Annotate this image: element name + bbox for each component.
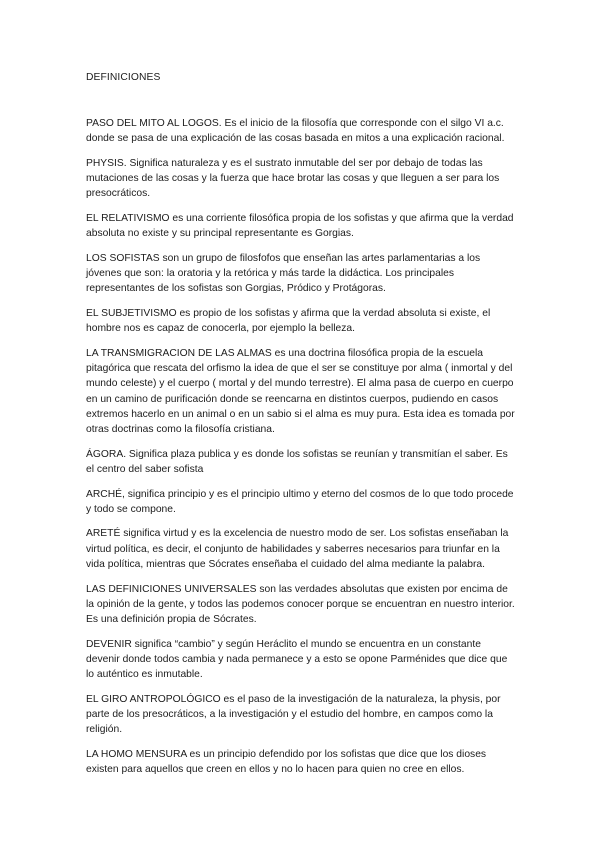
definition-homo-mensura: LA HOMO MENSURA es un principio defendido por los sofistas que dice que los dioses existen para aquellos que creen en ellos y no lo hacen para quien no cree en ellos.: [86, 748, 487, 776]
definition-sofistas: LOS SOFISTAS son un grupo de filosfofos que enseñan las artes parlamentarias a los jóvenes que son: la oratoria y la retórica y más tarde la didáctica. Los principales representantes de los sofistas son Gorgias, Pródico y Protágoras.: [86, 252, 481, 295]
document-title: DEFINICIONES: [86, 72, 161, 83]
definition-physis: PHYSIS. Significa naturaleza y es el sustrato inmutable del ser por debajo de todas las mutaciones de las cosas y la fuerza que hace brotar las cosas y que lleguen a ser para los presocráticos.: [86, 157, 500, 200]
definition-transmigracion-almas: LA TRANSMIGRACION DE LAS ALMAS es una doctrina filosófica propia de la escuela pitagórica que rescata del orfismo la idea de que el ser se constituye por alma ( inmortal y del mundo celeste) y el cuerpo ( mortal y del mundo terrestre). El alma pasa de cuerpo en cuerpo en un camino de purificación donde se reencarna en distintos cuerpos, pudiendo en casos extremos hacerlo en un animal o en un sabio si el alma es muy pura. Esta idea es tomada por otras doctrinas como la filosofía cristiana.: [86, 347, 515, 435]
definition-arche: ARCHÉ, significa principio y es el principio ultimo y eterno del cosmos de lo que todo procede y todo se compone.: [86, 488, 514, 515]
definition-relativismo: EL RELATIVISMO es una corriente filosófica propia de los sofistas y que afirma que la verdad absoluta no existe y su principal representante es Gorgias.: [86, 213, 514, 240]
definition-agora: ÁGORA. Significa plaza publica y es donde los sofistas se reunían y transmitían el saber. Es el centro del saber sofista: [86, 448, 508, 475]
definition-paso-del-mito-al-logos: PASO DEL MITO AL LOGOS. Es el inicio de la filosofía que corresponde con el silgo VI a.c. donde se pasa de una explicación de las cosas basada en mitos a una explicación racional.: [86, 118, 505, 145]
definition-giro-antropologico: EL GIRO ANTROPOLÓGICO es el paso de la investigación de la naturaleza, la physis, por parte de los presocráticos, a la investigación y el estudio del hombre, en campos como la religión.: [86, 693, 501, 736]
definition-devenir: DEVENIR significa “cambio” y según Heráclito el mundo se encuentra en un constante devenir donde todos cambia y nada permanece y a esto se opone Parménides que dice que lo auténtico es inmutable.: [86, 638, 508, 681]
definition-arete: ARETÉ significa virtud y es la excelencia de nuestro modo de ser. Los sofistas enseñaban la virtud política, es decir, el conjunto de habilidades y saberres necesarios para triunfar en la vida política, mientras que Sócrates enseñaba el cuidado del alma mediante la palabra.: [86, 528, 509, 570]
definition-definiciones-universales: LAS DEFINICIONES UNIVERSALES son las verdades absolutas que existen por encima de la opinión de la gente, y todos las podemos conocer porque se encuentran en nuestro interior. Es una definición propia de Sócrates.: [86, 583, 515, 625]
definition-subjetivismo: EL SUBJETIVISMO es propio de los sofistas y afirma que la verdad absoluta si existe, el hombre nos es capaz de conocerla, por ejemplo la belleza.: [86, 308, 491, 335]
document-page: [86, 71, 516, 787]
